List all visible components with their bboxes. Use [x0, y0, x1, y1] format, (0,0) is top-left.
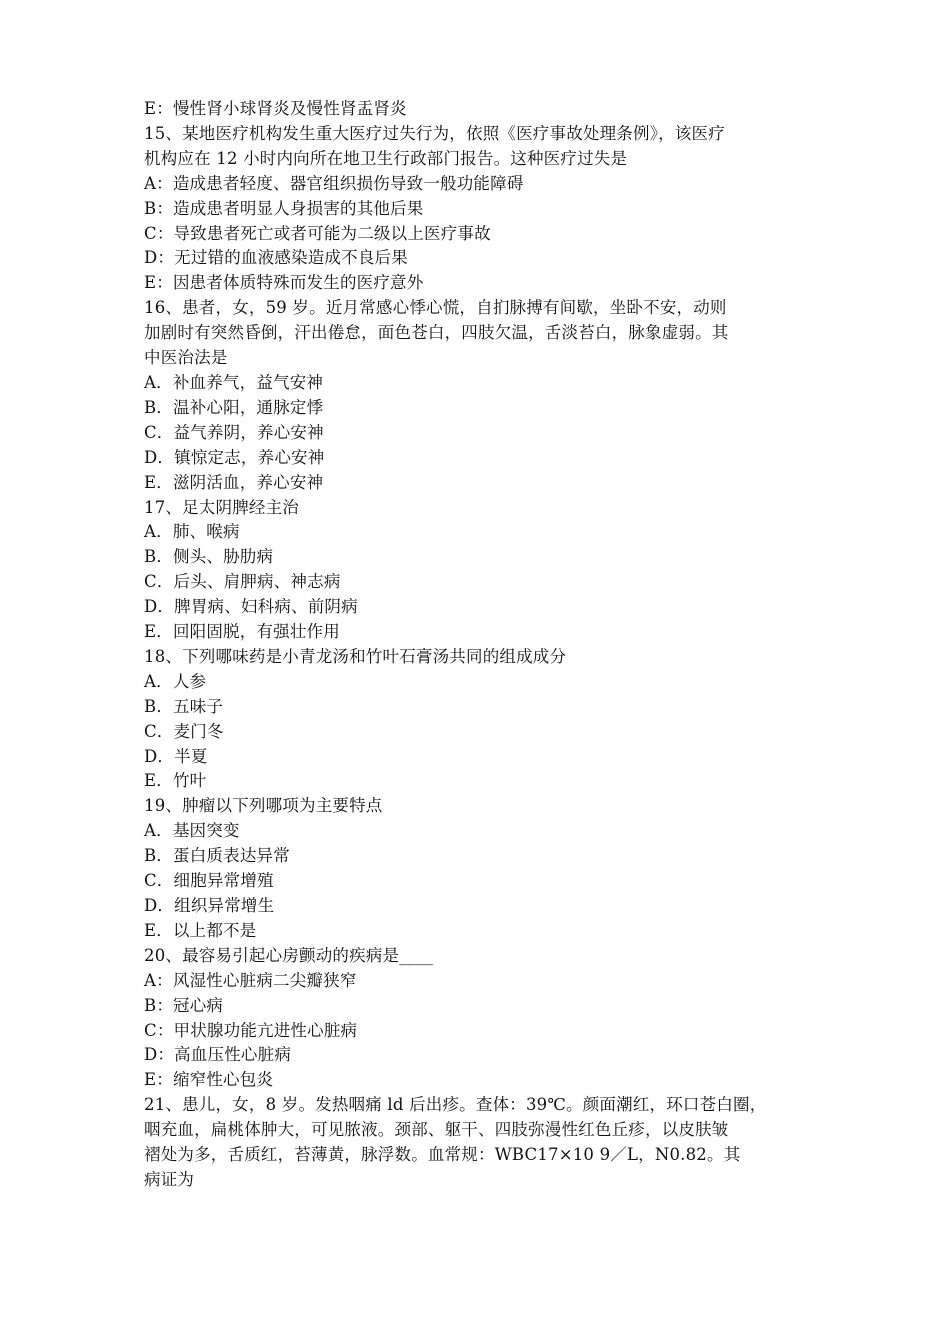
option-d: D．半夏	[144, 746, 208, 766]
option-d: D：无过错的血液感染造成不良后果	[144, 248, 408, 268]
question-stem: 18、下列哪味药是小青龙汤和竹叶石膏汤共同的组成成分	[144, 646, 567, 666]
option-b: B．蛋白质表达异常	[144, 846, 290, 866]
question-stem: 21、患儿，女，8 岁。发热咽痛 ld 后出疹。查体：39℃。颜面潮红，环口苍白圈，	[144, 1095, 767, 1115]
text-line: 咽充血，扁桃体肿大，可见脓液。颈部、躯干、四肢弥漫性红色丘疹，以皮肤皱	[144, 1120, 729, 1140]
question-stem: 20、最容易引起心房颤动的疾病是____	[144, 945, 433, 965]
option-a: A．肺、喉病	[144, 522, 240, 542]
option-e: E．回阳固脱，有强壮作用	[144, 622, 340, 642]
option-d: D．组织异常增生	[144, 896, 275, 915]
option-c: C：甲状腺功能亢进性心脏病	[144, 1020, 358, 1040]
option-d: D．镇惊定志，养心安神	[144, 447, 325, 467]
option-d: D：高血压性心脏病	[144, 1045, 292, 1065]
option-e: E：因患者体质特殊而发生的医疗意外	[144, 273, 424, 293]
option-b: B．温补心阳，通脉定悸	[144, 397, 324, 417]
option-e: E：缩窄性心包炎	[144, 1070, 274, 1090]
option-c: C：导致患者死亡或者可能为二级以上医疗事故	[144, 223, 491, 243]
text-line: 褶处为多，舌质红，苔薄黄，脉浮数。血常规：WBC17×10 9／L，N0.82。其	[144, 1145, 741, 1165]
text-line: 中医治法是	[144, 348, 228, 368]
text-line: E：慢性肾小球肾炎及慢性肾盂肾炎	[144, 99, 407, 118]
question-stem: 16、患者，女，59 岁。近月常感心悸心慌，自扪脉搏有间歇，坐卧不安，动则	[144, 298, 727, 318]
option-b: B：冠心病	[144, 995, 224, 1015]
question-stem: 15、某地医疗机构发生重大医疗过失行为，依照《医疗事故处理条例》，该医疗	[144, 123, 725, 143]
option-c: C．益气养阴，养心安神	[144, 422, 324, 442]
option-a: A．基因突变	[144, 821, 240, 841]
option-e: E．滋阴活血，养心安神	[144, 472, 324, 492]
option-b: B：造成患者明显人身损害的其他后果	[144, 198, 424, 218]
option-a: A：风湿性心脏病二尖瓣狭窄	[144, 970, 357, 990]
question-stem: 17、足太阴脾经主治	[144, 497, 299, 517]
text-line: 病证为	[144, 1169, 195, 1189]
option-b: B．侧头、胁肋病	[144, 547, 274, 567]
text-line: 机构应在 12 小时内向所在地卫生行政部门报告。这种医疗过失是	[144, 148, 628, 168]
option-d: D．脾胃病、妇科病、前阴病	[144, 597, 358, 617]
option-c: C．后头、肩胛病、神志病	[144, 572, 341, 592]
question-stem: 19、肿瘤以下列哪项为主要特点	[144, 796, 383, 816]
option-c: C．细胞异常增殖	[144, 871, 274, 891]
text-line: 加剧时有突然昏倒，汗出倦怠，面色苍白，四肢欠温，舌淡苔白，脉象虚弱。其	[144, 323, 729, 343]
option-a: A．补血养气，益气安神	[144, 372, 324, 392]
option-c: C．麦门冬	[144, 721, 224, 741]
document-page	[144, 97, 824, 1193]
option-a: A：造成患者轻度、器官组织损伤导致一般功能障碍	[144, 173, 524, 193]
option-e: E．以上都不是	[144, 920, 257, 940]
option-b: B．五味子	[144, 696, 224, 716]
option-e: E．竹叶	[144, 771, 207, 791]
option-a: A．人参	[144, 671, 207, 691]
